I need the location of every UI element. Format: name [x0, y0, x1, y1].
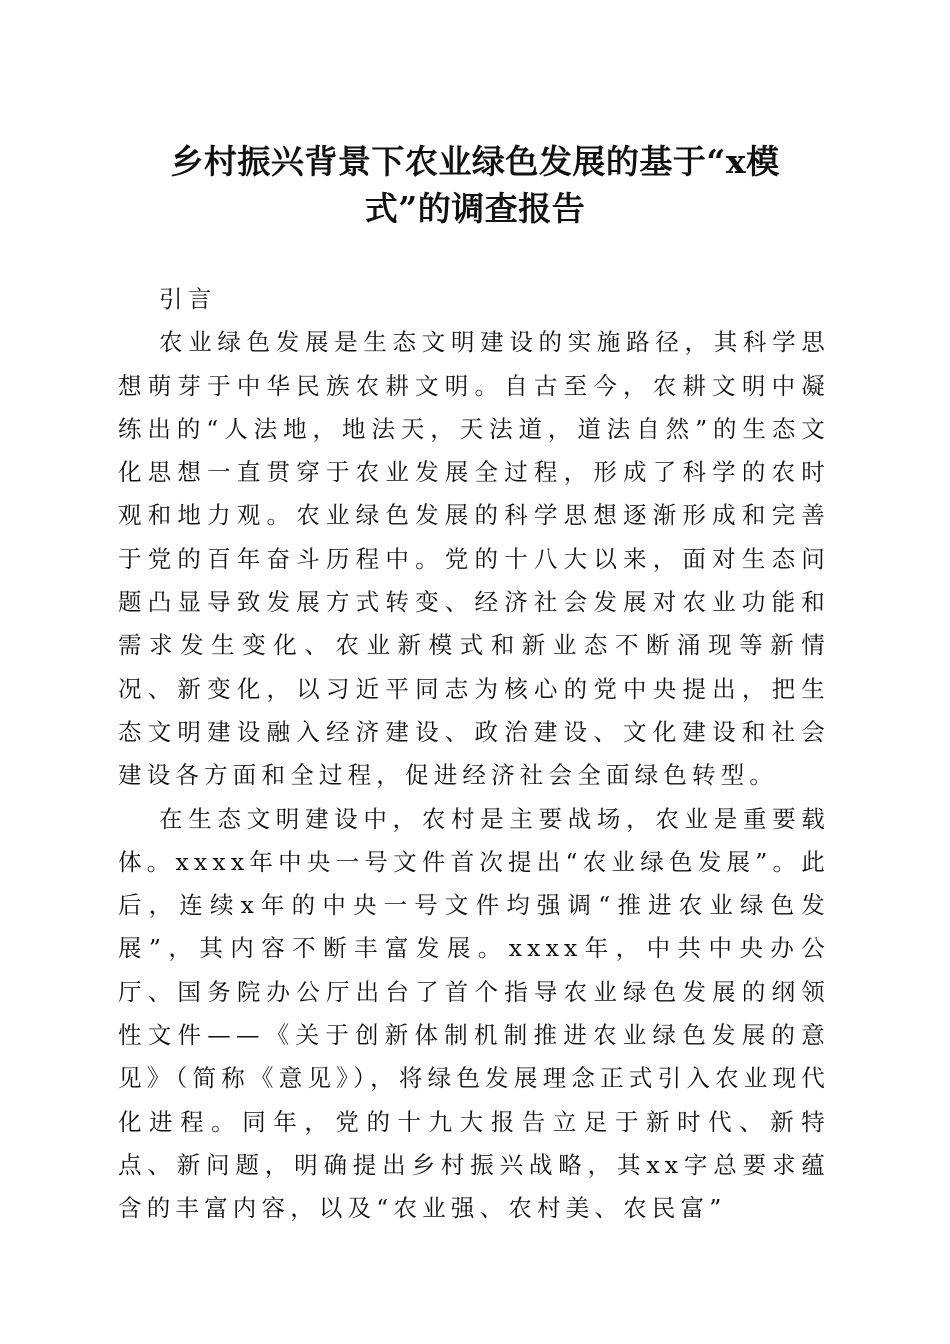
document-title	[100, 138, 850, 232]
section-heading-intro: 引言	[159, 285, 217, 313]
title-line-1: 乡村振兴背景下农业绿色发展的基于“x模	[170, 142, 780, 181]
paragraph: 在生态文明建设中，农村是主要战场，农业是重要载体。xxxx年中央一号文件首次提出“农业绿色发展”。此后，连续x年的中央一号文件均强调“推进农业绿色发展”，其内容不断丰富发展。xxxx年，中共中央办公厅、国务院办公厅出台了首个指导农业绿色发展的纲领性文件——《关于创新体制机制推进农业绿色发展的意见》（简称《意见》），将绿色发展理念正式引入农业现代化进程。同年，党的十九大报告立足于新时代、新特点、新问题，明确提出乡村振兴战略，其xx字总要求蕴含的丰富内容，以及“农业强、农村美、农民富”	[118, 804, 830, 1223]
document-body	[118, 278, 830, 1231]
paragraph: 农业绿色发展是生态文明建设的实施路径，其科学思想萌芽于中华民族农耕文明。自古至今，农耕文明中凝练出的“人法地，地法天，天法道，道法自然”的生态文化思想一直贯穿于农业发展全过程，形成了科学的农时观和地力观。农业绿色发展的科学思想逐渐形成和完善于党的百年奋斗历程中。党的十八大以来，面对生态问题凸显导致发展方式转变、经济社会发展对农业功能和需求发生变化、农业新模式和新业态不断涌现等新情况、新变化，以习近平同志为核心的党中央提出，把生态文明建设融入经济建设、政治建设、文化建设和社会建设各方面和全过程，促进经济社会全面绿色转型。	[118, 328, 830, 790]
title-line-2: 式”的调查报告	[364, 189, 586, 228]
